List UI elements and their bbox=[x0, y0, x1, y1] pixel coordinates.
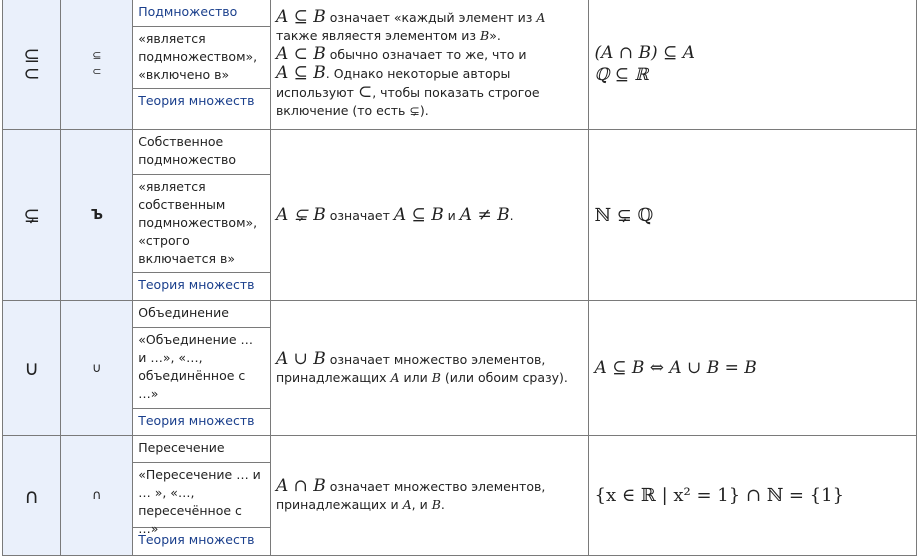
example-formula: ℕ ⊊ ℚ bbox=[594, 204, 654, 226]
description-cell bbox=[270, 436, 588, 556]
table-row bbox=[3, 436, 917, 556]
example-cell bbox=[588, 0, 916, 130]
math-symbols-table bbox=[2, 0, 917, 556]
symbol-name: Собственное подмножество bbox=[133, 130, 270, 175]
symbol-cell: ∩ bbox=[3, 436, 61, 556]
topic-link[interactable]: Теория множеств bbox=[138, 277, 255, 292]
description-cell bbox=[270, 301, 588, 436]
names-cell bbox=[133, 301, 271, 436]
tex-cell: ∩ bbox=[61, 436, 133, 556]
description: A ⊊ B означает A ⊆ B и A ≠ B. bbox=[275, 204, 514, 225]
example-cell bbox=[588, 130, 916, 301]
table-row bbox=[3, 130, 917, 301]
description: A ⊆ B означает «каждый элемент из A также являестя элементом из B». A ⊂ B обычно означает то же, что и A ⊆ B. Однако некоторые авторы используют ⊂, чтобы показать строгое включение (то есть ⊊). bbox=[275, 7, 546, 118]
description-cell bbox=[270, 130, 588, 301]
tex-cell: ⊆ ⊂ bbox=[61, 0, 133, 130]
example-formula: (A ∩ B) ⊆ A bbox=[594, 43, 695, 63]
symbol-cell: ⊆ ⊂ bbox=[3, 0, 61, 130]
symbol-name-link[interactable]: Подмножество bbox=[133, 0, 270, 27]
topic-link[interactable]: Теория множеств bbox=[138, 93, 255, 108]
symbol-reading: «является собственным подмножеством», «строго включается в» bbox=[133, 175, 270, 273]
symbol-reading: «Объединение … и …», «…, объединённое с …» bbox=[133, 328, 270, 409]
example-formula: {x ∈ ℝ | x² = 1} ∩ ℕ = {1} bbox=[594, 485, 845, 506]
symbol-cell: ∪ bbox=[3, 301, 61, 436]
symbol-cell: ⊊ bbox=[3, 130, 61, 301]
table-row bbox=[3, 0, 917, 130]
symbol-name: Объединение bbox=[133, 301, 270, 328]
topic-link[interactable]: Теория множеств bbox=[138, 413, 255, 428]
description-cell bbox=[270, 0, 588, 130]
symbol-reading: «Пересечение … и … », «…, пересечённое с …» bbox=[133, 463, 270, 528]
table-row bbox=[3, 301, 917, 436]
description: A ∪ B означает множество элементов, принадлежащих A или B (или обоим сразу). bbox=[275, 348, 568, 385]
example-cell bbox=[588, 301, 916, 436]
example-formula: A ⊆ B ⇔ A ∪ B = B bbox=[594, 358, 757, 378]
description: A ∩ B означает множество элементов, принадлежащих и A, и B. bbox=[275, 476, 546, 512]
names-cell bbox=[133, 130, 271, 301]
symbol-name: Пересечение bbox=[133, 436, 270, 463]
tex-cell: Ъ bbox=[61, 130, 133, 301]
tex-cell: ∪ bbox=[61, 301, 133, 436]
names-cell bbox=[133, 436, 271, 556]
topic-link[interactable]: Теория множеств bbox=[138, 532, 255, 547]
symbol-reading: «является подмножеством», «включено в» bbox=[133, 27, 270, 89]
names-cell bbox=[133, 0, 271, 130]
example-cell bbox=[588, 436, 916, 556]
example-formula: ℚ ⊆ ℝ bbox=[594, 65, 649, 85]
